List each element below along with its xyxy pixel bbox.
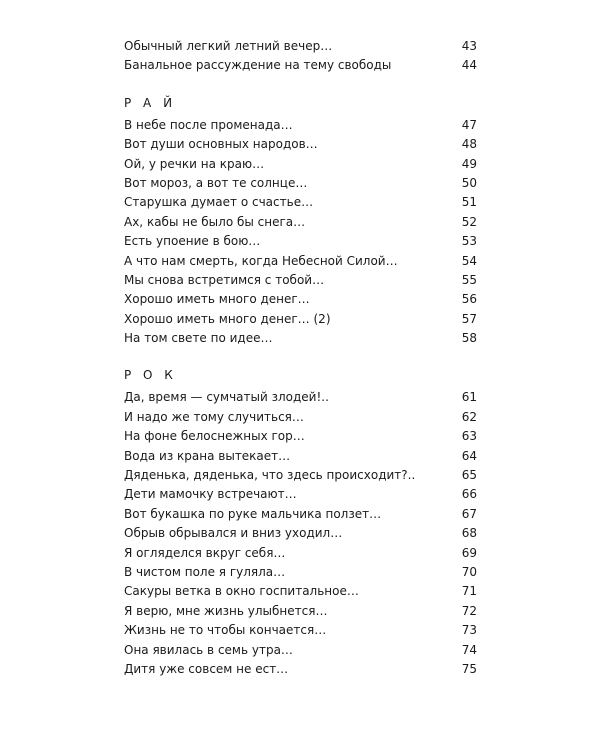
toc-entry-page: 49 (461, 156, 477, 171)
toc-entry-page: 54 (461, 253, 477, 268)
toc-entry-title: Банальное рассуждение на тему свободы (124, 58, 392, 73)
toc-entry-page: 71 (461, 584, 477, 599)
section-heading: Р О К (124, 368, 177, 383)
toc-entry-page: 62 (461, 409, 477, 424)
toc-entry (124, 388, 477, 407)
toc-entry-title: На фоне белоснежных гор… (124, 429, 305, 444)
toc-entry-title: Вода из крана вытекает… (124, 448, 291, 463)
toc-entry-page: 70 (461, 564, 477, 579)
toc-entry (124, 563, 477, 582)
toc-entry-page: 68 (461, 526, 477, 541)
toc-entry-title: Старушка думает о счастье… (124, 195, 314, 210)
toc-entry-page: 73 (461, 623, 477, 638)
toc-entry-title: Жизнь не то чтобы кончается… (124, 623, 327, 638)
toc-entry-title: На том свете по идее… (124, 331, 273, 346)
toc-entry (124, 621, 477, 640)
toc-entry-title: Сакуры ветка в окно госпитальное… (124, 584, 359, 599)
toc-entry-page: 43 (461, 39, 477, 53)
toc-entry (124, 505, 477, 524)
toc-entry-title: В небе после променада… (124, 117, 293, 132)
toc-entry-page: 74 (461, 642, 477, 657)
toc-entry (124, 524, 477, 543)
toc-entry-page: 47 (461, 117, 477, 132)
toc-entry-title: Вот букашка по руке мальчика ползет… (124, 506, 382, 521)
toc-entry-page: 57 (461, 311, 477, 326)
toc-section-rok (124, 362, 477, 679)
toc-entry (124, 310, 477, 329)
toc-entry-page: 56 (461, 292, 477, 307)
toc-page (124, 37, 477, 679)
toc-entry-title: Вот души основных народов… (124, 137, 318, 152)
toc-section-rai (124, 90, 477, 349)
toc-entry (124, 544, 477, 563)
toc-entry (124, 271, 477, 290)
toc-entry-title: Мы снова встретимся с тобой… (124, 272, 325, 287)
toc-entry-page: 52 (461, 214, 477, 229)
toc-entry-title: Дети мамочку встречают… (124, 487, 297, 502)
toc-entry (124, 232, 477, 251)
toc-entry-page: 58 (461, 331, 477, 346)
toc-entry (124, 174, 477, 193)
toc-entry-page: 64 (461, 448, 477, 463)
toc-entry (124, 408, 477, 427)
toc-entry (124, 466, 477, 485)
toc-entry (124, 290, 477, 309)
toc-entry-title: Обрыв обрывался и вниз уходил… (124, 526, 343, 541)
toc-entry-page: 44 (461, 58, 477, 73)
toc-entry (124, 602, 477, 621)
toc-entry-page: 67 (461, 506, 477, 521)
toc-entry (124, 116, 477, 135)
toc-entry (124, 193, 477, 212)
toc-entry (124, 447, 477, 466)
toc-entry (124, 252, 477, 271)
toc-entry-page: 48 (461, 137, 477, 152)
toc-entry (124, 213, 477, 232)
toc-entry-page: 50 (461, 175, 477, 190)
toc-entry (124, 135, 477, 154)
toc-entry-page: 66 (461, 487, 477, 502)
toc-entry (124, 37, 477, 56)
toc-entry-page: 55 (461, 272, 477, 287)
toc-entry (124, 427, 477, 446)
toc-entry-title: Она явилась в семь утра… (124, 642, 293, 657)
toc-entry-page: 72 (461, 603, 477, 618)
toc-entry-title: Есть упоение в бою… (124, 234, 261, 249)
toc-entry-page: 53 (461, 234, 477, 249)
toc-entry (124, 641, 477, 660)
toc-entry-title: Дяденька, дяденька, что здесь происходит?.. (124, 468, 416, 483)
toc-entry-title: Хорошо иметь много денег… (124, 292, 310, 307)
toc-entry-title: Хорошо иметь много денег… (2) (124, 311, 331, 326)
section-heading: Р А Й (124, 95, 177, 110)
toc-entry-title: Ой, у речки на краю… (124, 156, 265, 171)
toc-entry-title: Дитя уже совсем не ест… (124, 661, 289, 676)
toc-entry-page: 51 (461, 195, 477, 210)
toc-entry-title: А что нам смерть, когда Небесной Силой… (124, 253, 398, 268)
toc-entry-title: И надо же тому случиться… (124, 409, 304, 424)
toc-entry (124, 56, 477, 75)
toc-entry (124, 582, 477, 601)
toc-entry-title: Да, время — сумчатый злодей!.. (124, 390, 329, 405)
toc-entry-page: 63 (461, 429, 477, 444)
toc-entry (124, 660, 477, 679)
toc-entry-title: Я огляделся вкруг себя… (124, 545, 286, 560)
toc-entry (124, 329, 477, 348)
toc-section-intro (124, 37, 477, 76)
toc-entry-page: 69 (461, 545, 477, 560)
toc-entry-title: Обычный легкий летний вечер… (124, 39, 333, 53)
toc-entry-title: Ах, кабы не было бы снега… (124, 214, 306, 229)
toc-entry-page: 61 (461, 390, 477, 405)
toc-entry (124, 485, 477, 504)
toc-entry-title: Вот мороз, а вот те солнце… (124, 175, 308, 190)
toc-entry-page: 65 (461, 468, 477, 483)
toc-entry-page: 75 (461, 661, 477, 676)
toc-entry-title: Я верю, мне жизнь улыбнется… (124, 603, 328, 618)
toc-entry (124, 155, 477, 174)
toc-entry-title: В чистом поле я гуляла… (124, 564, 286, 579)
